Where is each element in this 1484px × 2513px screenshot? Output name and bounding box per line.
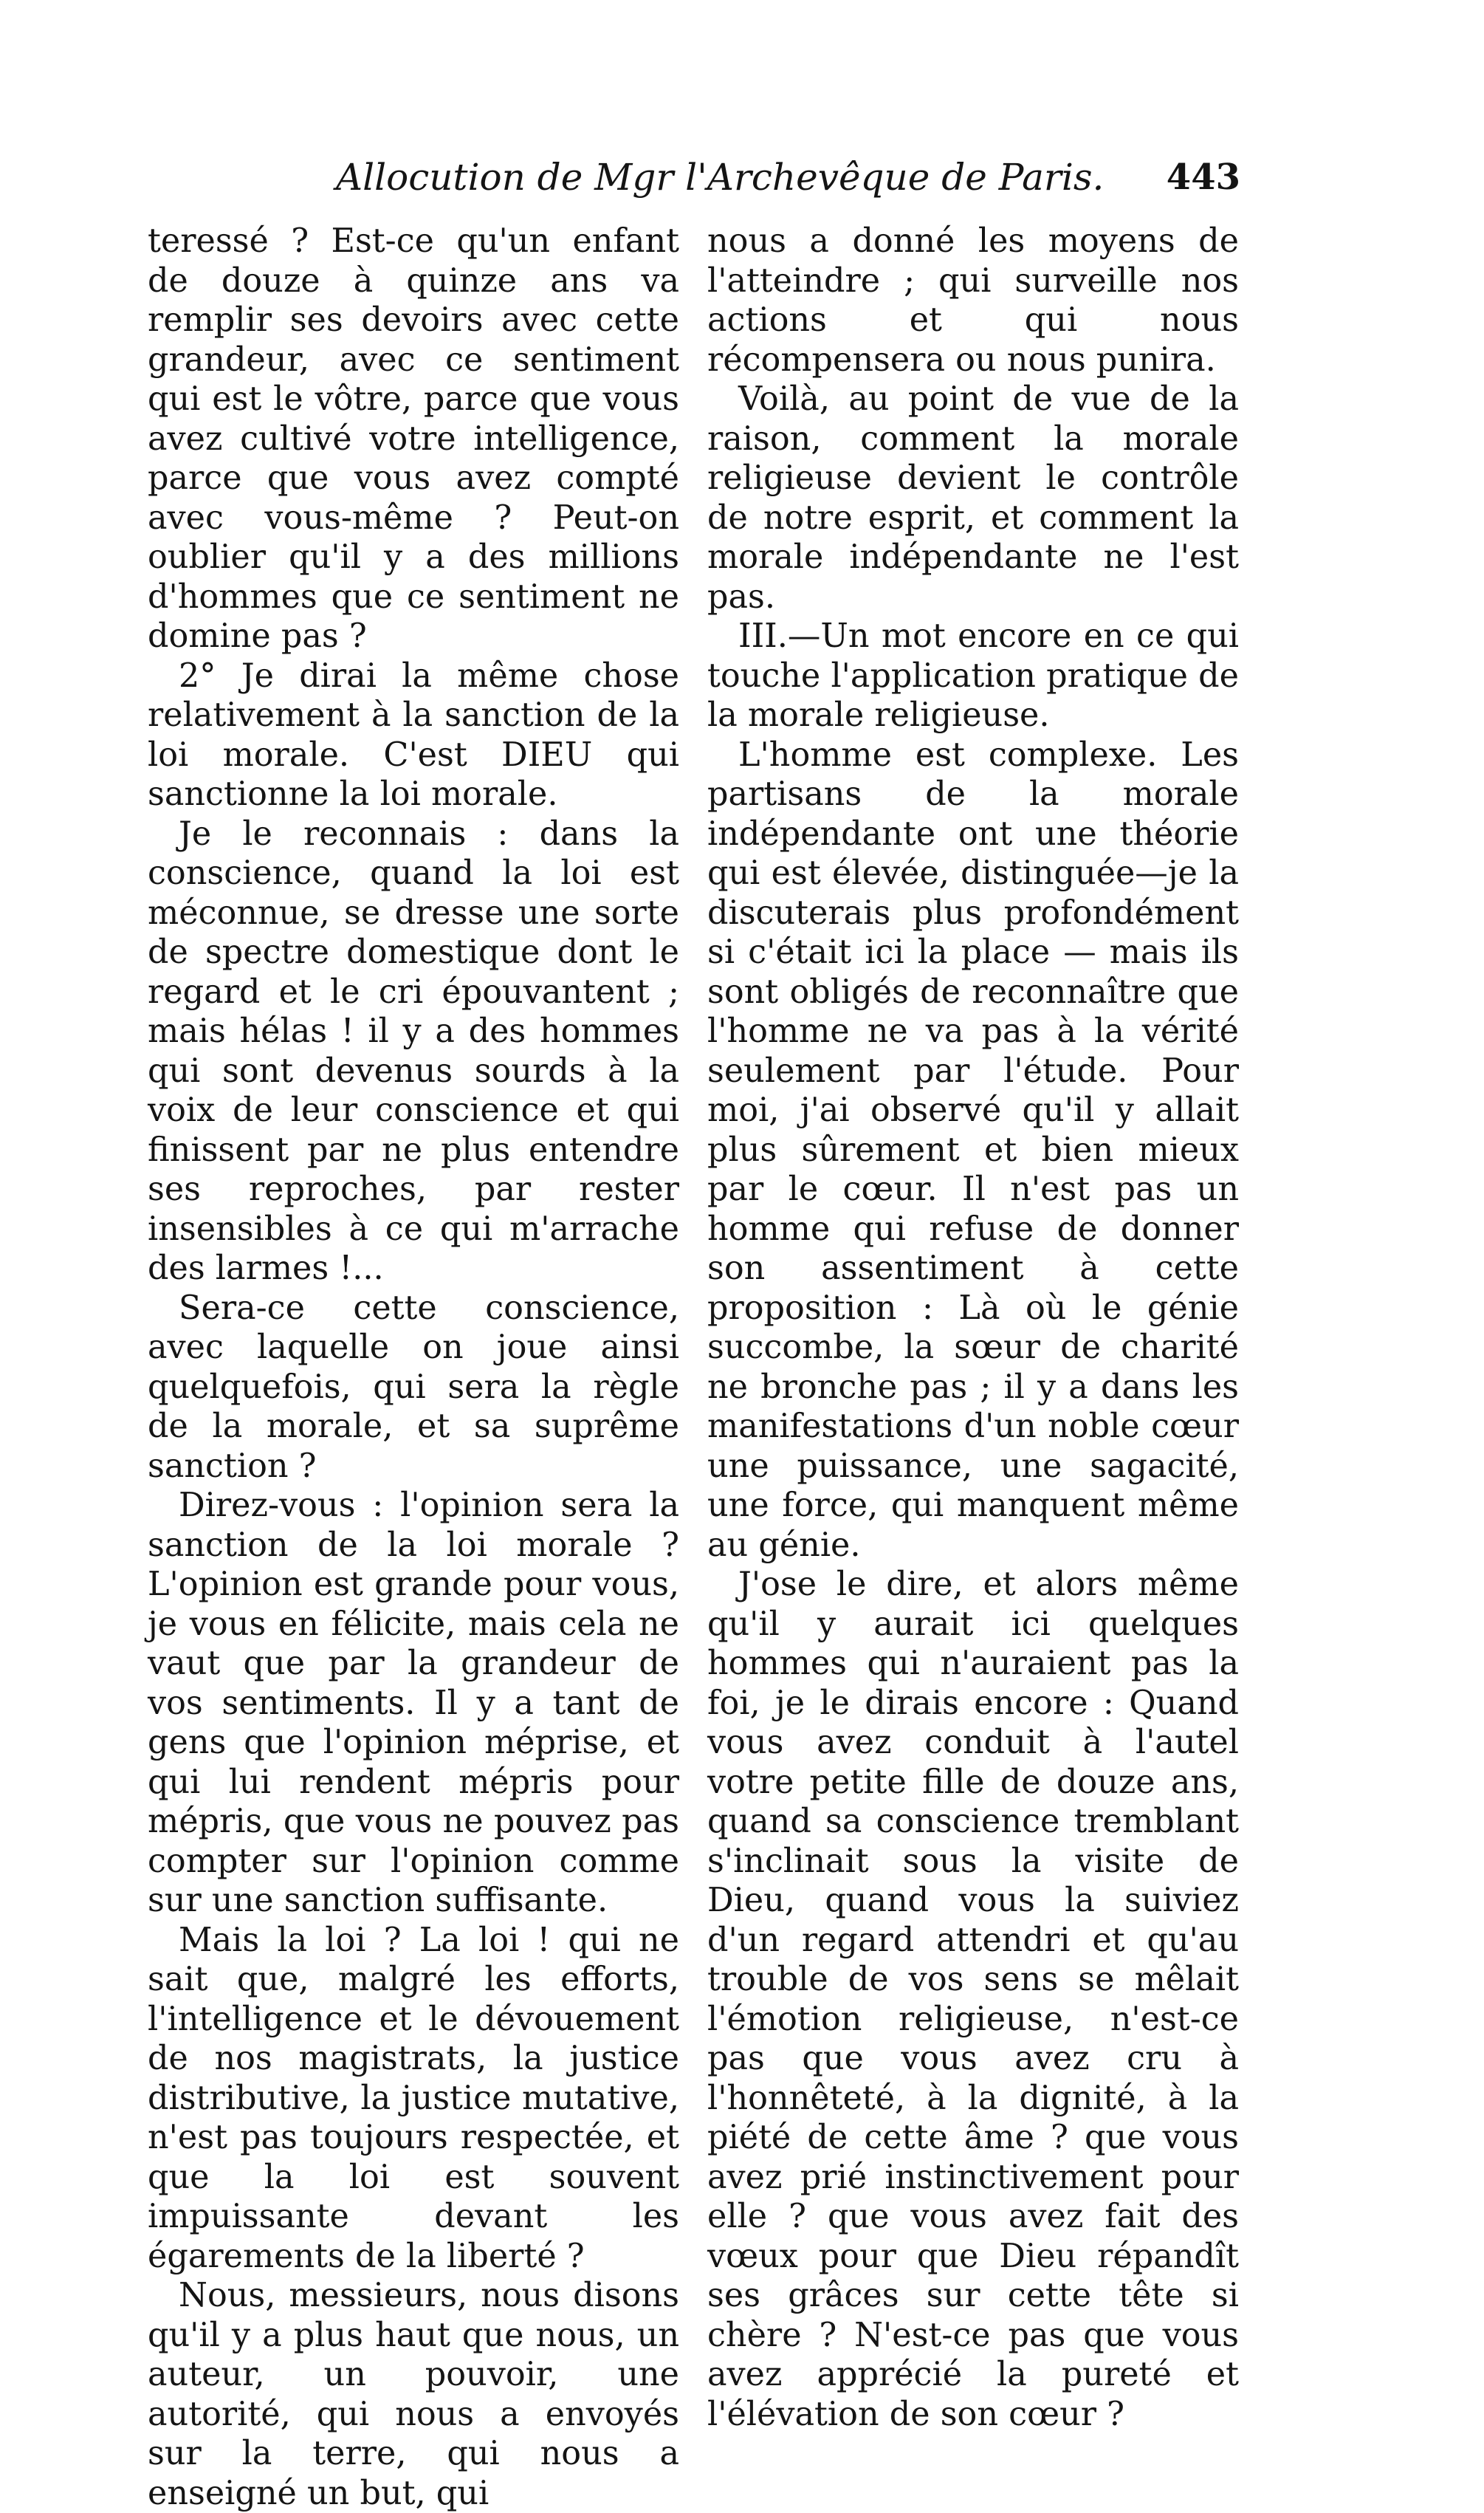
right-column [707, 222, 1239, 2434]
paragraph: Sera-ce cette conscience, avec laquelle on joue ainsi quelquefois, qui sera la règle de la morale, et sa suprême sanction ? [148, 1289, 679, 1485]
paragraph: L'homme est complexe. Les partisans de la morale indépendante ont une théorie qui est élevée, distinguée—je la discuterais plus profondément si c'était ici la place — mais ils sont obligés de reconnaître que l'homme ne va pas à la vérité seulement par l'étude. Pour moi, j'ai observé qu'il y allait plus sûrement et bien mieux par le cœur. Il n'est pas un homme qui refuse de donner son assentiment à cette proposition : Là où le génie succombe, la sœur de charité ne bronche pas ; il y a dans les manifestations d'un noble cœur une puissance, une sagacité, une force, qui manquent même au génie. [707, 736, 1239, 1564]
paragraph: Nous, messieurs, nous disons qu'il y a plus haut que nous, un auteur, un pouvoir, une autorité, qui nous a envoyés sur la terre, qui nous a enseigné un but, qui [148, 2277, 679, 2512]
paragraph: Mais la loi ? La loi ! qui ne sait que, malgré les efforts, l'intelligence et le dévouement de nos magistrats, la justice distributive, la justice mutative, n'est pas toujours respectée, et que la loi est souvent impuissante devant les égarements de la liberté ? [148, 1921, 679, 2275]
page-header [148, 151, 1240, 210]
paragraph: 2° Je dirai la même chose relativement à la sanction de la loi morale. C'est DIEU qui sanctionne la loi morale. [148, 656, 679, 813]
left-column [148, 222, 679, 2513]
paragraph: J'ose le dire, et alors même qu'il y aurait ici quelques hommes qui n'auraient pas la foi, je le dirais encore : Quand vous avez conduit à l'autel votre petite fille de douze ans, quand sa conscience tremblant s'inclinait sous la visite de Dieu, quand vous la suiviez d'un regard attendri et qu'au trouble de vos sens se mêlait l'émotion religieuse, n'est-ce pas que vous avez cru à l'honnêteté, à la dignité, à la piété de cette âme ? que vous avez prié instinctivement pour elle ? que vous avez fait des vœux pour que Dieu répandît ses grâces sur cette tête si chère ? N'est-ce pas que vous avez apprécié la pureté et l'élévation de son cœur ? [707, 1566, 1239, 2433]
paragraph: Je le reconnais : dans la conscience, quand la loi est méconnue, se dresse une sorte de spectre domestique dont le regard et le cri épouvantent ; mais hélas ! il y a des hommes qui sont devenus sourds à la voix de leur conscience et qui finissent par ne plus entendre ses reproches, par rester insensibles à ce qui m'arrache des larmes !... [148, 815, 679, 1287]
paragraph: teressé ? Est-ce qu'un enfant de douze à quinze ans va remplir ses devoirs avec cette grandeur, avec ce sentiment qui est le vôtre, parce que vous avez cultivé votre intelligence, parce que vous avez compté avec vous-même ? Peut-on oublier qu'il y a des millions d'hommes que ce sentiment ne domine pas ? [148, 222, 679, 655]
paragraph: Direz-vous : l'opinion sera la sanction de la loi morale ? L'opinion est grande pour vous, je vous en félicite, mais cela ne vaut que par la grandeur de vos sentiments. Il y a tant de gens que l'opinion méprise, et qui lui rendent mépris pour mépris, que vous ne pouvez pas compter sur l'opinion comme sur une sanction suffisante. [148, 1487, 679, 1919]
paragraph: III.—Un mot encore en ce qui touche l'application pratique de la morale religieuse. [707, 617, 1239, 734]
paragraph: nous a donné les moyens de l'atteindre ; qui surveille nos actions et qui nous récompensera ou nous punira. [707, 222, 1239, 379]
paragraph: Voilà, au point de vue de la raison, comment la morale religieuse devient le contrôle de notre esprit, et comment la morale indépendante ne l'est pas. [707, 380, 1239, 616]
running-title: Allocution de Mgr l'Archevêque de Paris. [336, 156, 1105, 199]
page-number: 443 [1166, 157, 1240, 198]
